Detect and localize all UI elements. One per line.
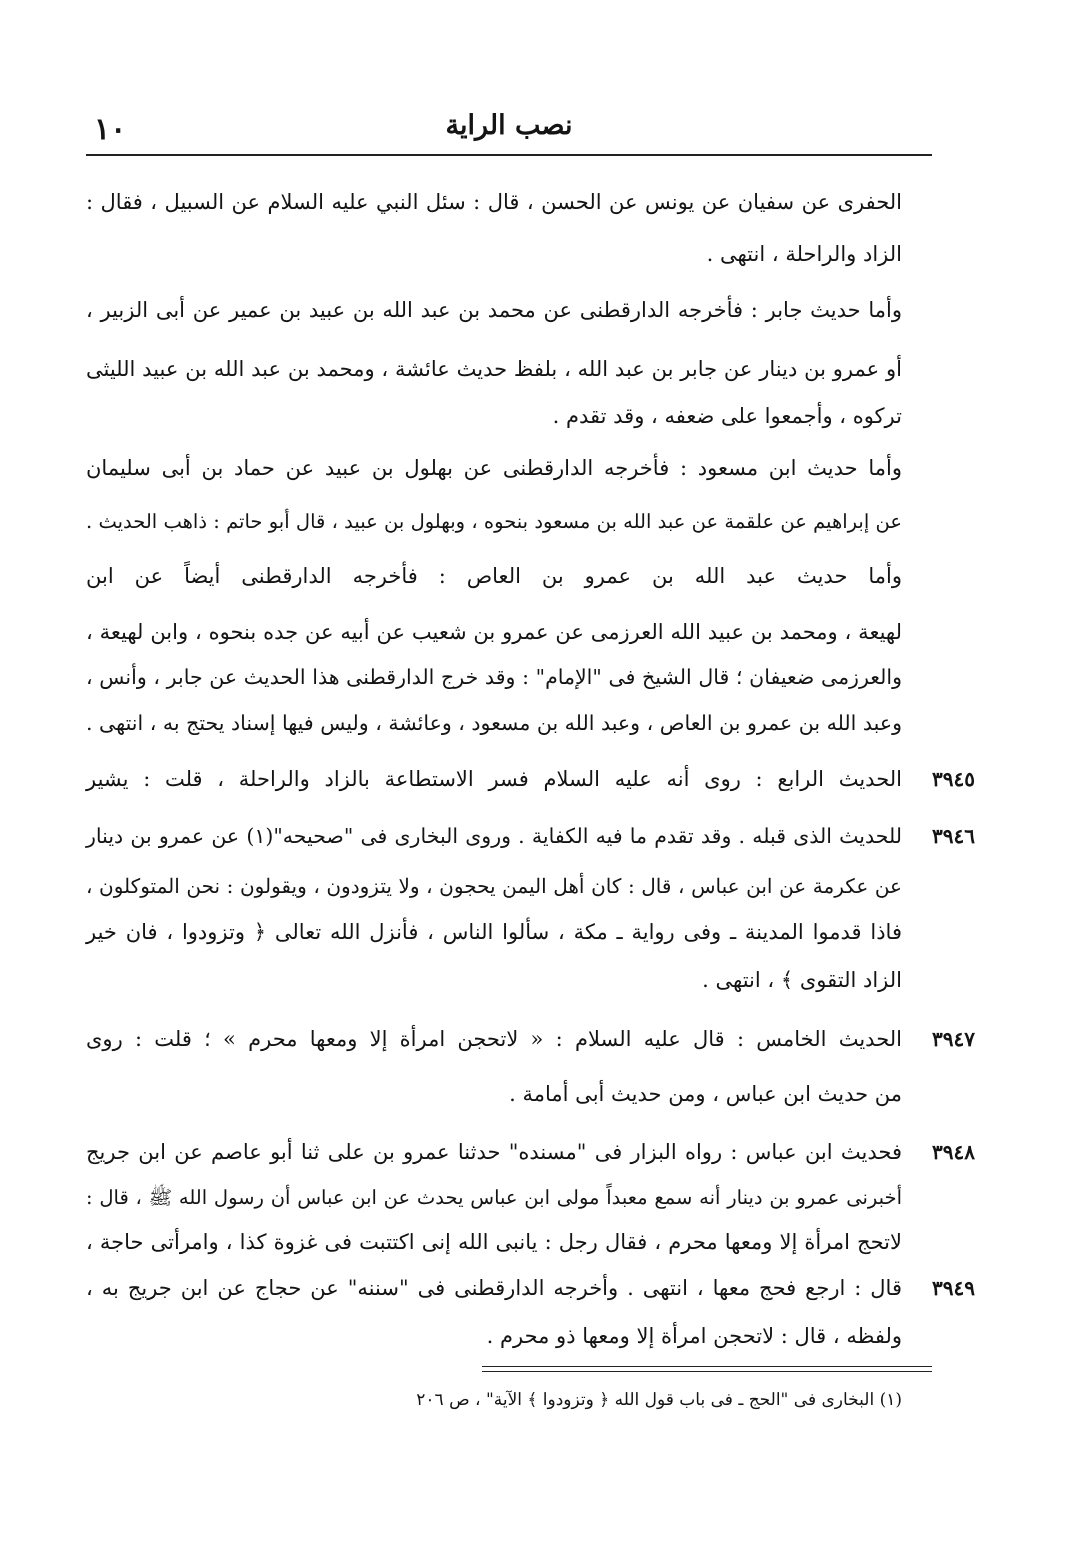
entry-number: ٣٩٤٧ (932, 1027, 975, 1051)
text-line: عن إبراهيم عن علقمة عن عبد الله بن مسعود بنحوه ، وبهلول بن عبيد ، قال أبو حاتم : ذاهب الحديث . (86, 510, 902, 533)
text-line: للحديث الذى قبله . وقد تقدم ما فيه الكفاية . وروى البخارى فى "صحيحه"(١) عن عمرو بن دينار (86, 824, 902, 848)
footnote-rule (482, 1371, 932, 1372)
text-line: ولفظه ، قال : لاتحجن امرأة إلا ومعها ذو محرم . (486, 1324, 902, 1348)
footnote: (١) البخارى فى "الحج ـ فى باب قول الله ﴿ وتزودوا ﴾ الآية" ، ص ٢٠٦ (416, 1390, 902, 1410)
text-line: الحفرى عن سفيان عن يونس عن الحسن ، قال : سئل النبي عليه السلام عن السبيل ، فقال : (86, 190, 902, 214)
text-line: فاذا قدموا المدينة ـ وفى رواية ـ مكة ، سألوا الناس ، فأنزل الله تعالى ﴿ وتزودوا ، فان خير (86, 920, 902, 944)
text-line: الزاد التقوى ﴾ ، انتهى . (702, 968, 902, 992)
text-line: أو عمرو بن دينار عن جابر بن عبد الله ، بلفظ حديث عائشة ، ومحمد بن عبد الله بن عبيد الليثى (86, 357, 902, 381)
entry-number: ٣٩٤٩ (932, 1276, 975, 1300)
text-line: الحديث الخامس : قال عليه السلام : « لاتحجن امرأة إلا ومعها محرم » ؛ قلت : روى (86, 1027, 902, 1051)
entry-number: ٣٩٤٥ (932, 767, 975, 791)
text-line: أخبرنى عمرو بن دينار أنه سمع معبداً مولى ابن عباس يحدث عن ابن عباس أن رسول الله ﷺ ، قال : (86, 1186, 902, 1209)
text-line: عن عكرمة عن ابن عباس ، قال : كان أهل اليمن يحجون ، ولا يتزودون ، ويقولون : نحن المتوكلون ، (86, 874, 902, 898)
text-line: قال : ارجع فحج معها ، انتهى . وأخرجه الدارقطنى فى "سننه" عن حجاج عن ابن جريج به ، (86, 1276, 902, 1300)
text-line: وأما حديث عبد الله بن عمرو بن العاص : فأخرجه الدارقطنى أيضاً عن ابن (86, 564, 902, 588)
page-header (86, 108, 932, 152)
text-line: لاتحج امرأة إلا ومعها محرم ، فقال رجل : يانبى الله إنى اكتتبت فى غزوة كذا ، وامرأتى حاجة ، (86, 1230, 902, 1254)
text-line: الحديث الرابع : روى أنه عليه السلام فسر الاستطاعة بالزاد والراحلة ، قلت : يشير (86, 767, 902, 791)
entry-number: ٣٩٤٦ (932, 824, 975, 848)
text-line: وأما حديث ابن مسعود : فأخرجه الدارقطنى عن بهلول بن عبيد عن حماد بن أبى سليمان (86, 456, 902, 480)
footnote-rule (482, 1366, 932, 1367)
entry-number: ٣٩٤٨ (932, 1140, 975, 1164)
text-line: لهيعة ، ومحمد بن عبيد الله العرزمى عن عمرو بن شعيب عن أبيه عن جده بنحوه ، وابن لهيعة ، (86, 620, 902, 644)
text-line: الزاد والراحلة ، انتهى . (706, 242, 902, 266)
text-line: من حديث ابن عباس ، ومن حديث أبى أمامة . (509, 1082, 902, 1106)
text-line: وأما حديث جابر : فأخرجه الدارقطنى عن محمد بن عبد الله بن عبيد بن عمير عن أبى الزبير ، (86, 298, 902, 322)
text-line: تركوه ، وأجمعوا على ضعفه ، وقد تقدم . (552, 404, 902, 428)
running-title: نصب الراية (445, 110, 573, 141)
page-number: ١٠ (94, 112, 127, 147)
header-rule (86, 154, 932, 156)
text-line: وعبد الله بن عمرو بن العاص ، وعبد الله بن مسعود ، وعائشة ، وليس فيها إسناد يحتج به ، انتهى . (86, 711, 902, 735)
text-line: والعرزمى ضعيفان ؛ قال الشيخ فى "الإمام" : وقد خرج الدارقطنى هذا الحديث عن جابر ، وأنس ، (86, 665, 902, 689)
text-line: فحديث ابن عباس : رواه البزار فى "مسنده" حدثنا عمرو بن على ثنا أبو عاصم عن ابن جريج (86, 1140, 902, 1164)
